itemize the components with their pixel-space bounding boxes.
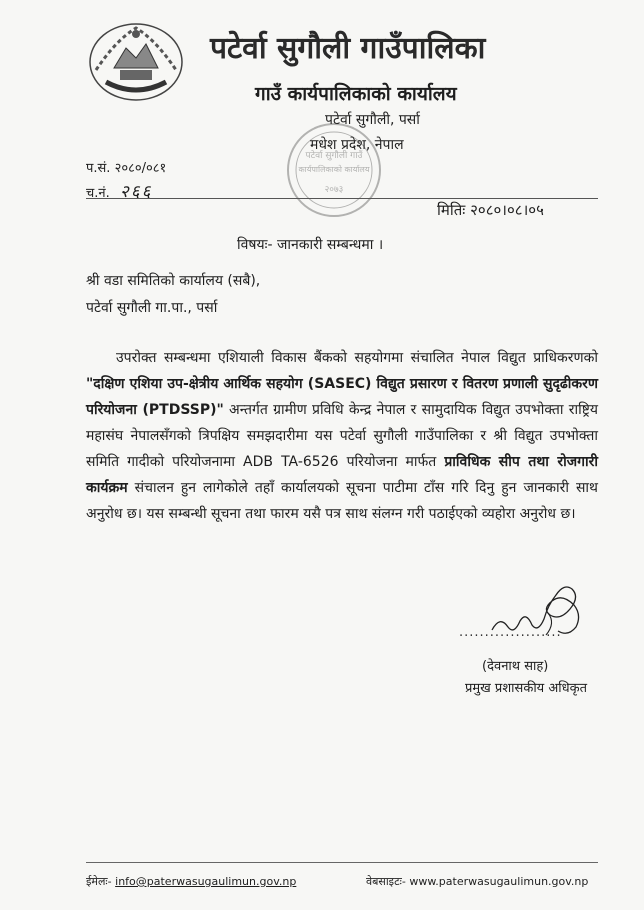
letter-date <box>437 200 544 220</box>
signatory-title: प्रमुख प्रशासकीय अधिकृत <box>465 681 588 696</box>
date-label: मितिः <box>437 201 466 219</box>
letter-body <box>86 345 598 527</box>
dispatch-number-value: २६६ <box>119 182 153 202</box>
recipient-line-2: पटेर्वा सुगौली गा.पा., पर्सा <box>86 300 218 316</box>
email-label: ईमेलः- <box>86 875 112 888</box>
address-line-1: पटेर्वा सुगौली, पर्सा <box>325 112 420 128</box>
body-part-1: उपरोक्त सम्बन्धमा एशियाली विकास बैंकको सहयोगमा संचालित नेपाल विद्युत प्राधिकरणको <box>116 350 598 366</box>
letter-number-label: प.सं. <box>86 161 111 176</box>
footer-email <box>86 874 296 889</box>
footer-website <box>366 874 588 889</box>
recipient-line-1: श्री वडा समितिको कार्यालय (सबै), <box>86 273 261 289</box>
org-name: पटेर्वा सुगौली गाउँपालिका <box>210 31 486 66</box>
date-value: २०८०।०८।०५ <box>470 201 544 219</box>
header-divider <box>86 198 598 199</box>
dispatch-number-label: च.नं. <box>86 186 110 201</box>
email-link[interactable]: info@paterwasugaulimun.gov.np <box>115 875 297 888</box>
stamp-text-1: पटेर्वा सुगौली गाउँ <box>305 151 363 161</box>
address-line-2: मधेश प्रदेश, नेपाल <box>310 137 404 153</box>
letter-number-value: २०८०/०८१ <box>114 161 167 176</box>
website-link[interactable]: www.paterwasugaulimun.gov.np <box>409 875 589 888</box>
stamp-year: २०७३ <box>324 185 344 195</box>
letter-number <box>86 158 166 176</box>
official-stamp <box>284 120 384 220</box>
nepal-emblem-icon <box>86 20 186 102</box>
signature-line: .................... <box>459 625 562 640</box>
website-label: वेबसाइटः- <box>366 875 406 888</box>
subject-line: विषयः- जानकारी सम्बन्धमा । <box>237 237 384 253</box>
office-name: गाउँ कार्यपालिकाको कार्यालय <box>255 83 457 105</box>
footer-divider <box>86 862 598 863</box>
body-part-3: संचालन हुन लागेकोले तहाँ कार्यालयको सूचना पाटीमा टाँस गरि दिनु हुन जानकारी साथ अनुरोध छ। यस सम्बन्धी सूचना तथा फारम यसै पत्र साथ संलग्न गरी पठाईएको व्यहोरा अनुरोध छ। <box>86 480 598 522</box>
project-name: "दक्षिण एशिया उप-क्षेत्रीय आर्थिक सहयोग (SASEC) विद्युत प्रसारण र वितरण प्रणाली सुदृढीकरण परियोजना (PTDSSP)" <box>86 376 598 418</box>
stamp-text-2: कार्यपालिकाको कार्यालय <box>298 165 370 174</box>
body-part-2: अन्तर्गत ग्रामीण प्रविधि केन्द्र नेपाल र सामुदायिक विद्युत उपभोक्ता राष्ट्रिय महासंघ नेपालसँगको त्रिपक्षिय समझदारीमा यस पटेर्वा सुगौली गाउँपालिका र श्री विद्युत उपभोक्ता समिति गादीको परियोजनामा ADB TA-6526 परियोजना मार्फत <box>86 402 598 470</box>
program-name: प्राविधिक सीप तथा रोजगारी कार्यक्रम <box>86 454 598 496</box>
signatory-name: (देवनाथ साह) <box>482 659 549 674</box>
